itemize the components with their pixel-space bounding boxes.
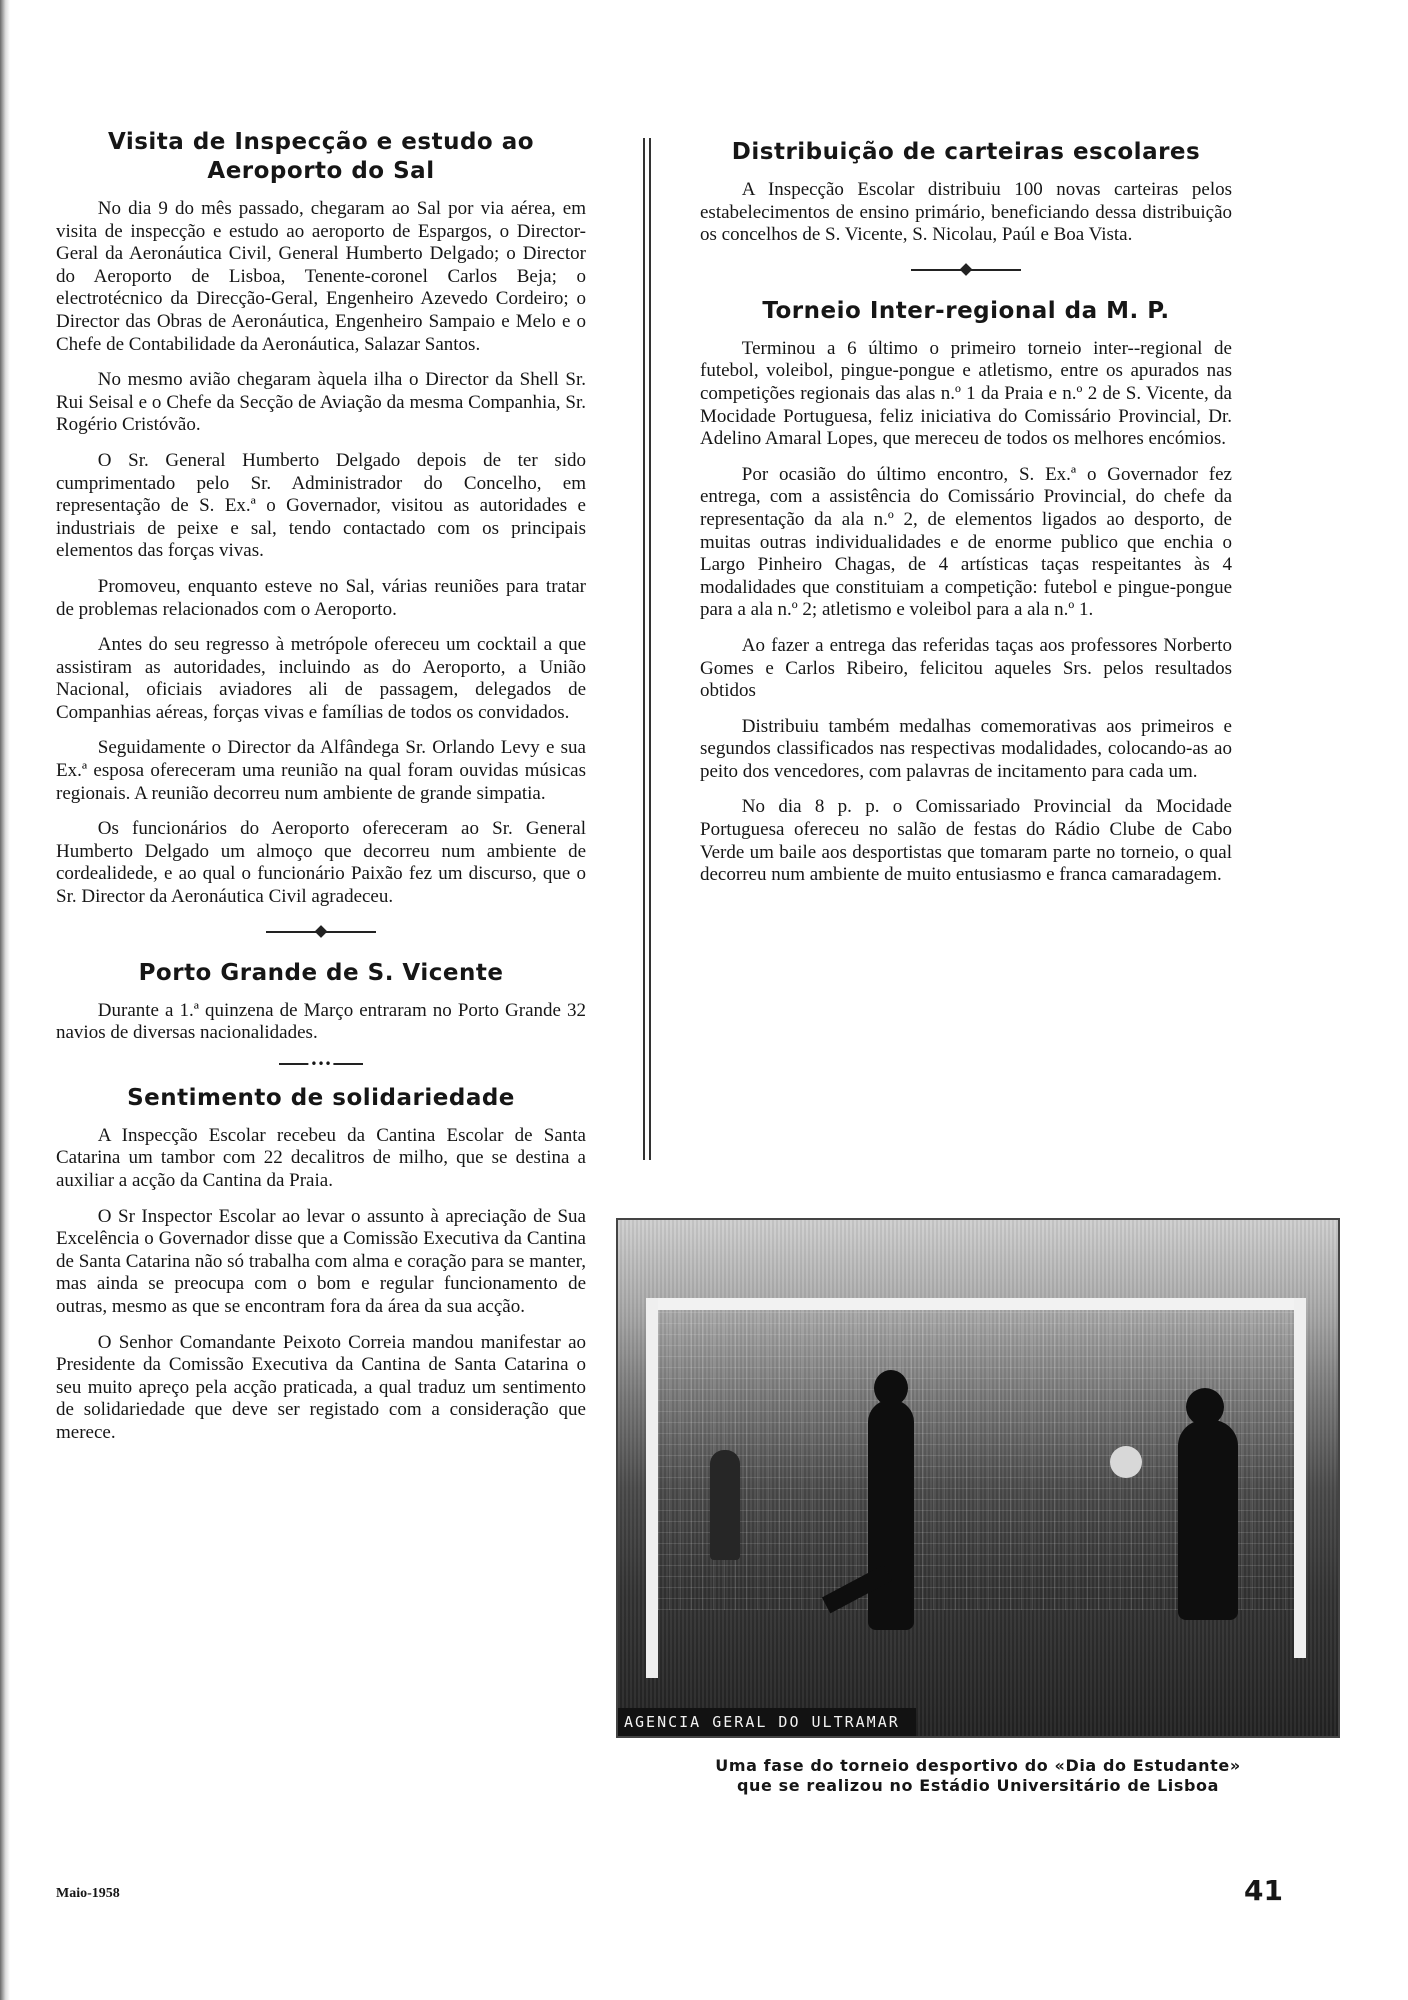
article-paragraph: O Sr Inspector Escolar ao levar o assunto à apreciação de Sua Excelência o Governador disse que a Comissão Executiva da Cantina de Santa Catarina não só trabalha com alma e coração para se manter, mas ainda se preocupa com o bom e regular funcionamento de outras, mesmo as que se encontram fora da área da sua acção. xyxy=(56,1205,586,1317)
article-title: Torneio Inter-regional da M. P. xyxy=(762,297,1170,324)
goal-post-right xyxy=(1294,1298,1306,1658)
article-paragraph: No dia 9 do mês passado, chegaram ao Sal por via aérea, em visita de inspecção e estudo ao aeroporto de Espargos, o Director-Geral da Aeronáutica Civil, General Humberto Delgado; o Director do Aeroporto de Lisboa, Tenente-coronel Carlos Beja; o electrotécnico da Direcção-Geral, Engenheiro Azevedo Cordeiro; o Director das Obras de Aeronáutica, Engenheiro Sampaio e Melo e o Chefe de Contabilidade da Aeronáutica, Salazar Santos. xyxy=(56,198,586,355)
article-paragraph: O Senhor Comandante Peixoto Correia mandou manifestar ao Presidente da Comissão Executiva da Cantina de Santa Catarina o seu muito apreço pela acção praticada, a qual traduz um sentimento de solidariedade que deve ser registado com a consideração que merece. xyxy=(56,1331,586,1443)
article-paragraph: Seguidamente o Director da Alfândega Sr. Orlando Levy e sua Ex.ª esposa ofereceram uma reunião na qual foram ouvidas músicas regionais. A reunião decorreu num ambiente de grande simpatia. xyxy=(56,737,586,804)
goal-post-left xyxy=(646,1298,658,1678)
page-edge-shadow xyxy=(0,0,10,2000)
left-column xyxy=(56,128,586,1458)
article-paragraph: A Inspecção Escolar recebeu da Cantina Escolar de Santa Catarina um tambor com 22 decalitros de milho, que se destina a auxiliar a acção da Cantina da Praia. xyxy=(56,1124,586,1191)
article-carteiras xyxy=(700,138,1232,247)
article-porto-grande xyxy=(56,959,586,1045)
sports-photo xyxy=(616,1218,1340,1738)
article-paragraph: Distribuiu também medalhas comemorativas aos primeiros e segundos classificados nas respectivas modalidades, colocando-as ao peito dos vencedores, com palavras de incitamento para cada um. xyxy=(700,715,1232,782)
player-silhouette xyxy=(868,1400,914,1630)
column-divider xyxy=(643,138,651,1160)
article-solidariedade xyxy=(56,1084,586,1445)
article-paragraph: O Sr. General Humberto Delgado depois de ter sido cumprimentado pelo Sr. Administrador do Concelho, em representação de S. Ex.ª o Governador, visitou as autoridades e industriais de peixe e sal, tendo contactado com os principais elementos das forças vivas. xyxy=(56,449,586,562)
section-divider-ornament xyxy=(911,261,1021,279)
article-visita-sal xyxy=(56,128,586,909)
player-silhouette xyxy=(710,1450,740,1560)
article-paragraph: A Inspecção Escolar distribuiu 100 novas carteiras pelos estabelecimentos de ensino primário, beneficiando dessa distribuição os concelhos de S. Vicente, S. Nicolau, Paúl e Boa Vista. xyxy=(700,179,1232,246)
article-paragraph: Durante a 1.ª quinzena de Março entraram no Porto Grande 32 navios de diversas nacionalidades. xyxy=(56,999,586,1044)
article-paragraph: Terminou a 6 último o primeiro torneio inter--regional de futebol, voleibol, pingue-pongue e atletismo, entre os apurados nas competições regionais das alas n.º 1 da Praia e n.º 2 de S. Vicente, da Mocidade Portuguesa, feliz iniciativa do Comissário Provincial, Dr. Adelino Amaral Lopes, que mereceu de todos os melhores encómios. xyxy=(700,337,1232,450)
article-paragraph: Antes do seu regresso à metrópole ofereceu um cocktail a que assistiram as autoridades, incluindo as do Aeroporto, a União Nacional, oficiais aviadores ali de passagem, delegados de Companhias aéreas, forças vivas e famílias de todos os convidados. xyxy=(56,634,586,723)
article-title: Visita de Inspecção e estudo ao Aeroporto do Sal xyxy=(107,129,535,184)
article-title: Porto Grande de S. Vicente xyxy=(138,959,504,986)
page-number: 41 xyxy=(1244,1874,1283,1907)
player-silhouette xyxy=(1178,1420,1238,1620)
right-column xyxy=(700,138,1232,900)
photo-caption xyxy=(620,1756,1336,1796)
article-torneio xyxy=(700,297,1232,887)
article-paragraph: No dia 8 p. p. o Comissariado Provincial da Mocidade Portuguesa ofereceu no salão de festas do Rádio Clube de Cabo Verde um baile aos desportistas que tomaram parte no torneio, o qual decorreu num ambiente de muito entusiasmo e franca camaradagem. xyxy=(700,796,1232,886)
article-paragraph: Promoveu, enquanto esteve no Sal, várias reuniões para tratar de problemas relacionados com o Aeroporto. xyxy=(56,575,586,620)
article-paragraph: No mesmo avião chegaram àquela ilha o Director da Shell Sr. Rui Seisal e o Chefe da Secção de Aviação da mesma Companhia, Sr. Rogério Cristóvão. xyxy=(56,369,586,436)
section-divider-ornament xyxy=(266,923,376,941)
section-divider-ornament: ••• xyxy=(279,1058,363,1070)
article-title: Distribuição de carteiras escolares xyxy=(731,139,1201,165)
photo-caption-line: Uma fase do torneio desportivo do «Dia do Estudante» xyxy=(715,1756,1241,1775)
article-paragraph: Por ocasião do último encontro, S. Ex.ª o Governador fez entrega, com a assistência do Comissário Provincial, do chefe da representação da ala n.º 2, de elementos ligados ao desporto, de muitas outras individualidades e de enorme publico que enchia o Largo Pinheiro Chagas, de 4 artísticas taças respeitantes às 4 modalidades que constituiam a competição: futebol e pingue-pongue para a ala n.º 2; atletismo e voleibol para a ala n.º 1. xyxy=(700,463,1232,621)
goal-crossbar xyxy=(646,1298,1306,1310)
article-paragraph: Os funcionários do Aeroporto ofereceram ao Sr. General Humberto Delgado um almoço que decorreu num ambiente de cordealidede, e ao qual o funcionário Paixão fez um discurso, que o Sr. Director da Aeronáutica Civil agradeceu. xyxy=(56,818,586,908)
photo-caption-line: que se realizou no Estádio Universitário de Lisboa xyxy=(736,1776,1220,1795)
article-title: Sentimento de solidariedade xyxy=(127,1084,515,1111)
article-paragraph: Ao fazer a entrega das referidas taças aos professores Norberto Gomes e Carlos Ribeiro, felicitou aqueles Srs. pelos resultados obtidos xyxy=(700,634,1232,702)
ball xyxy=(1110,1446,1142,1478)
issue-date: Maio-1958 xyxy=(56,1886,120,1901)
photo-credit-watermark: AGENCIA GERAL DO ULTRAMAR xyxy=(618,1708,916,1736)
